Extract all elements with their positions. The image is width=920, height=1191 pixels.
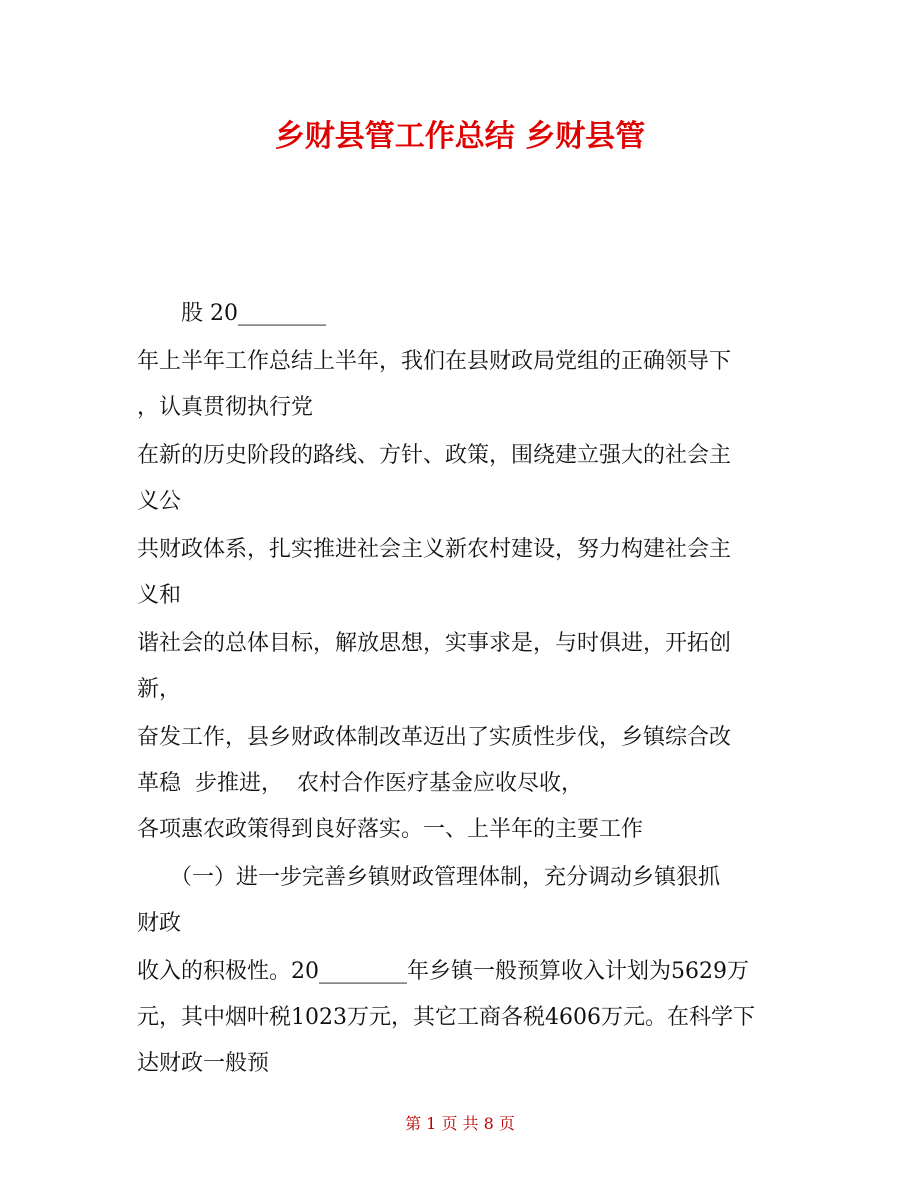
body-line: 在新的历史阶段的路线、方针、政策，围绕建立强大的社会主 [137, 443, 732, 468]
body-line: 元，其中烟叶税1023万元，其它工商各税4606万元。在科学下 [137, 1005, 755, 1030]
body-line: ，认真贯彻执行党 [137, 395, 314, 420]
body-line: 革稳 步推进， 农村合作医疗基金应收尽收， [137, 771, 583, 796]
body-line: 达财政一般预 [137, 1051, 270, 1076]
document-title: 乡财县管工作总结 乡财县管 [274, 119, 646, 154]
body-line: 义公 [137, 489, 182, 514]
body-line: 共财政体系，扎实推进社会主义新农村建设，努力构建社会主 [137, 537, 732, 562]
page-number: 第 1 页 共 8 页 [405, 1114, 515, 1133]
body-line: 收入的积极性。20________年乡镇一般预算收入计划为5629万 [137, 959, 749, 984]
body-line: 义和 [137, 583, 182, 608]
body-line: （一）进一步完善乡镇财政管理体制，充分调动乡镇狠抓 [137, 865, 721, 890]
body-line: 各项惠农政策得到良好落实。一、上半年的主要工作 [137, 817, 644, 842]
body-line: 谐社会的总体目标，解放思想，实事求是，与时俱进，开拓创 [137, 631, 732, 656]
body-line: 新， [137, 677, 182, 702]
body-line: 年上半年工作总结上半年，我们在县财政局党组的正确领导下 [137, 349, 732, 374]
body-line: 财政 [137, 911, 182, 936]
body-line: 奋发工作，县乡财政体制改革迈出了实质性步伐，乡镇综合改 [137, 725, 732, 750]
body-line: 股 20________ [137, 301, 326, 326]
